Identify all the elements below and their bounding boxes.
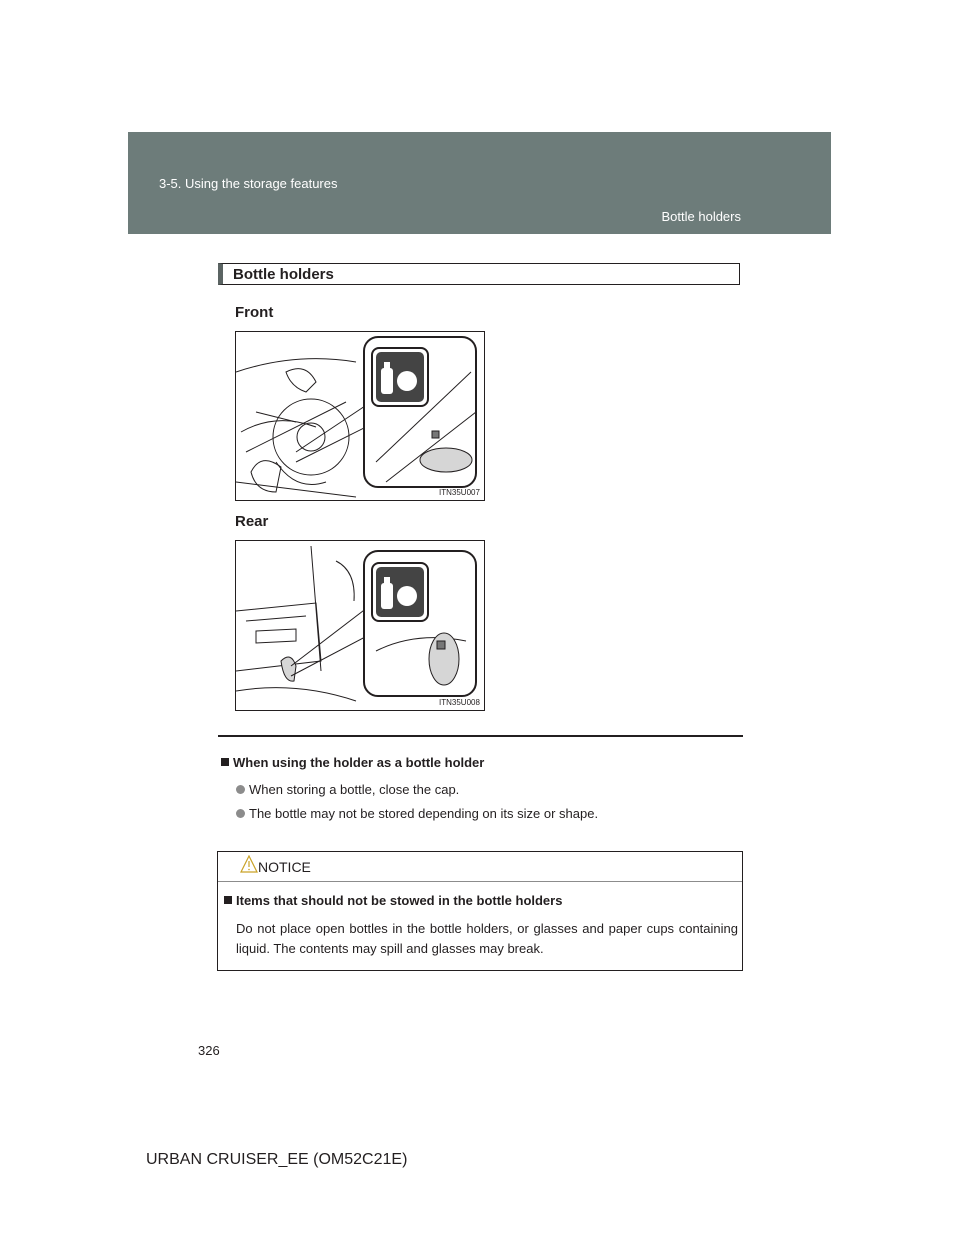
info-bullet-text: When storing a bottle, close the cap. <box>249 782 460 797</box>
footer-model-code: URBAN CRUISER_EE (OM52C21E) <box>146 1151 408 1168</box>
page-header <box>128 132 831 234</box>
notice-item-title-row <box>224 893 562 908</box>
figure-code-front: ITN35U007 <box>439 488 480 497</box>
section-divider <box>218 735 743 737</box>
topic-label: Bottle holders <box>661 209 741 224</box>
figure-caption-front: Front <box>235 304 274 321</box>
square-bullet-icon <box>224 896 232 904</box>
section-breadcrumb: 3-5. Using the storage features <box>159 176 338 191</box>
section-title: Bottle holders <box>233 266 334 283</box>
info-bullet-text: The bottle may not be stored depending on its size or shape. <box>249 806 599 821</box>
front-bottle-holder-illustration <box>235 331 485 501</box>
round-bullet-icon <box>236 785 245 794</box>
rear-bottle-holder-illustration <box>235 540 485 711</box>
section-title-box <box>218 263 740 285</box>
notice-title: NOTICE <box>258 859 311 875</box>
square-bullet-icon <box>221 758 229 766</box>
notice-body: Do not place open bottles in the bottle holders, or glasses and paper cups containing liquid. The contents may spill and glasses may break. <box>236 921 738 956</box>
notice-box <box>217 851 743 971</box>
info-heading: When using the holder as a bottle holder <box>233 755 485 770</box>
page-number: 326 <box>198 1043 220 1058</box>
round-bullet-icon <box>236 809 245 818</box>
notice-header <box>218 852 742 882</box>
figure-caption-rear: Rear <box>235 513 269 530</box>
info-bullet-2 <box>236 806 598 821</box>
figure-code-rear: ITN35U008 <box>439 698 480 707</box>
warning-triangle-icon <box>240 855 258 873</box>
info-bullet-1 <box>236 782 459 797</box>
info-heading-row <box>221 755 484 770</box>
notice-item-title: Items that should not be stowed in the bottle holders <box>236 893 563 908</box>
